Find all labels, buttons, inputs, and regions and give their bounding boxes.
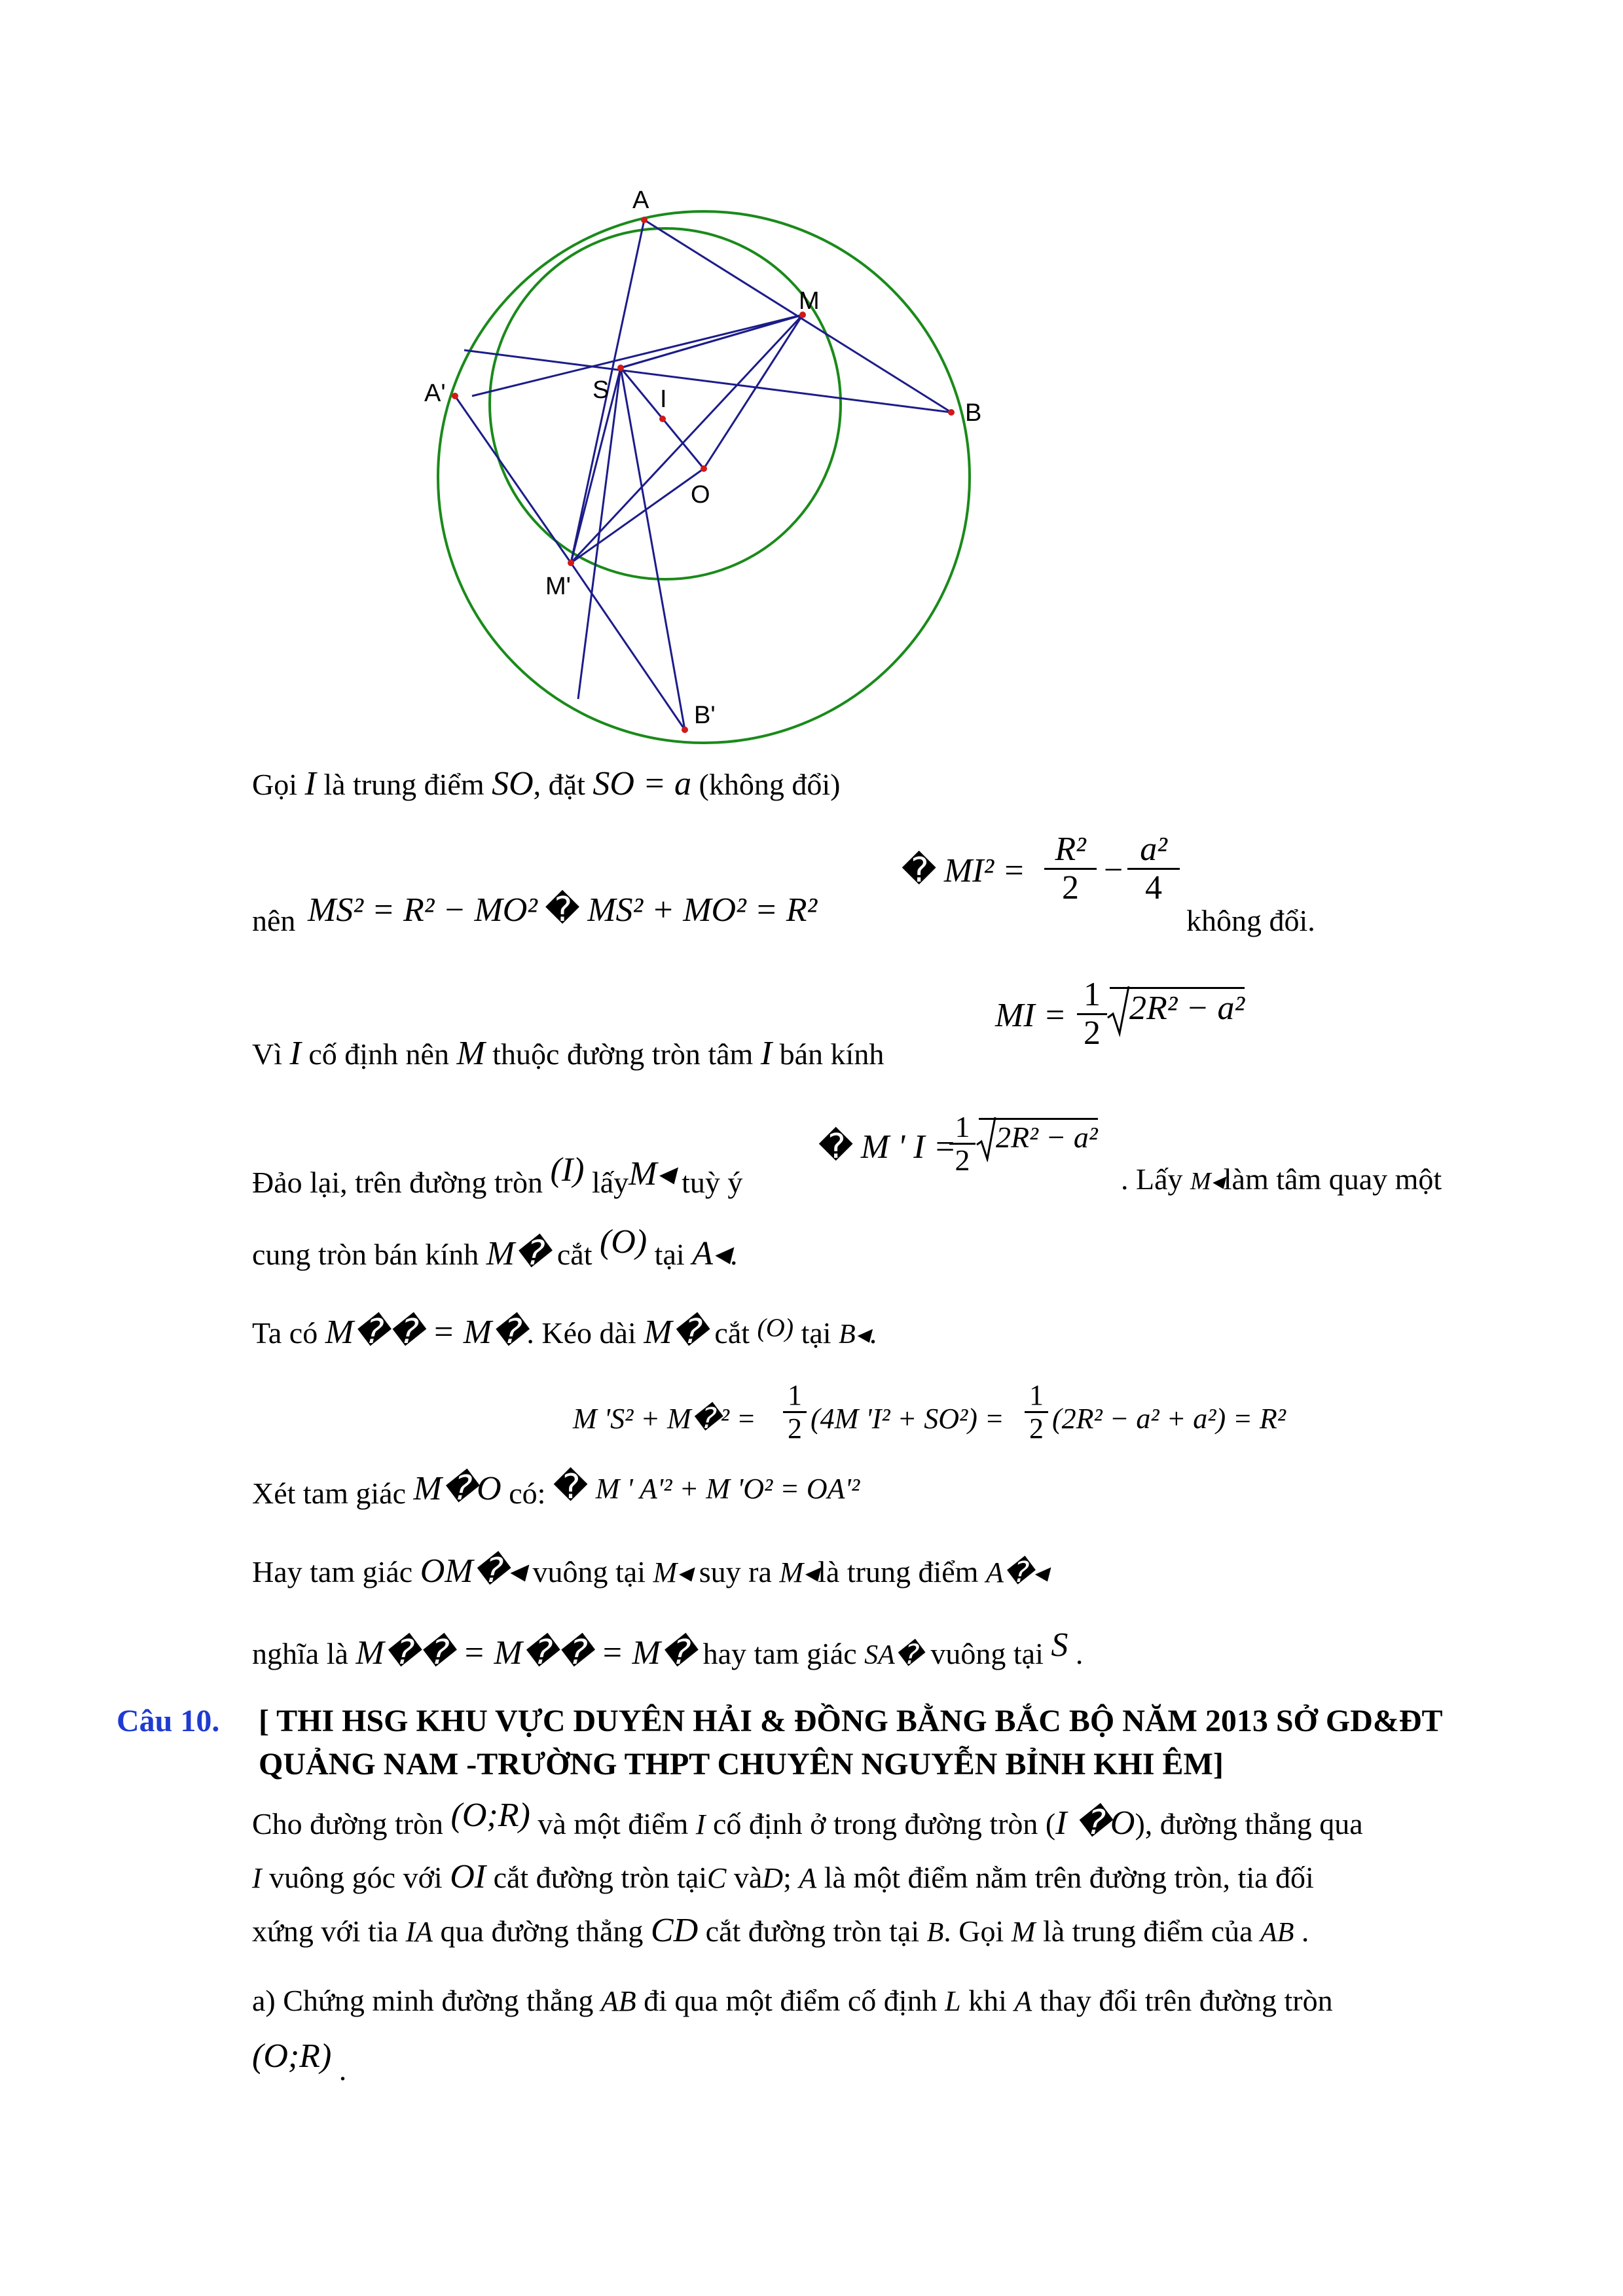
para-2-text: nên <box>252 904 296 937</box>
para-5: cung tròn bán kính M� cắt (O) tại A◂. <box>252 1223 738 1272</box>
para-7-mid: (4M 'I² + SO²) = <box>811 1403 1004 1435</box>
sqrt-1: 2R² − a² <box>1110 987 1245 1028</box>
para-1: Gọi I là trung điểm SO, đặt SO = a (không đổi) <box>252 765 841 802</box>
fraction-half-1: $\frac{1}{2}$ <box>1077 977 1107 1052</box>
label-A-prime: A' <box>424 380 446 407</box>
segments <box>455 220 951 730</box>
para-6: Ta có M�� = M�. Kéo dài M� cắt (O) tại B◂. <box>252 1313 877 1351</box>
para-2-mi: � MI² = <box>902 852 1026 889</box>
question-line-1: Cho đường tròn (O;R) và một điểm I cố định ở trong đường tròn (I �O), đường thẳng qua <box>252 1797 1363 1842</box>
sqrt-sign-1 <box>1106 985 1130 1037</box>
question-line-4: a) Chứng minh đường thẳng AB đi qua một điểm cố định L khi A thay đổi trên đường tròn <box>252 1984 1333 2017</box>
label-A: A <box>632 187 649 214</box>
fraction-R2-over-2: $\frac{\text{R²}}{2}$ <box>1044 831 1097 906</box>
fraction-a2-over-4: $\frac{\text{a²}}{4}$ <box>1127 831 1180 906</box>
para-9: Hay tam giác OM�◂ vuông tại M◂ suy ra M◂là trung điểm A�◂ <box>252 1552 1048 1590</box>
question-label: Câu 10. <box>117 1704 220 1738</box>
label-B-prime: B' <box>694 702 716 729</box>
fraction-half-3: $\frac{1}{2}$ <box>783 1380 807 1444</box>
para-10: nghĩa là M�� = M�� = M� hay tam giác SA� vuông tại S . <box>252 1626 1084 1672</box>
para-4-eq: � M ' I = <box>818 1128 957 1166</box>
para-2-eq: MS² = R² − MO² � MS² + MO² = R² <box>308 891 818 929</box>
question-line-3: xứng với tia IA qua đường thẳng CD cắt đường tròn tại B. Gọi M là trung điểm của AB . <box>252 1912 1309 1949</box>
fraction-half-4: $\frac{1}{2}$ <box>1025 1380 1048 1444</box>
para-8: Xét tam giác M�O có: � M ' A'² + M 'O² = OA'² <box>252 1469 860 1510</box>
minus-sign: − <box>1104 852 1123 889</box>
label-B: B <box>965 399 982 427</box>
label-I: I <box>660 386 667 413</box>
sqrt-2: 2R² − a² <box>979 1118 1098 1155</box>
label-S: S <box>593 376 610 404</box>
para-7-rhs: (2R² − a² + a²) = R² <box>1052 1403 1286 1435</box>
para-3: Vì I cố định nên M thuộc đường tròn tâm I bán kính <box>252 1035 884 1072</box>
fraction-half-2: $\frac{1}{2}$ <box>949 1111 976 1176</box>
para-3-mi: MI = <box>995 997 1067 1034</box>
para-4-end: . Lấy M◂làm tâm quay một <box>1121 1162 1442 1196</box>
label-M: M <box>799 287 820 315</box>
para-7-lhs: M 'S² + M�² = <box>573 1403 756 1435</box>
outer-circle <box>438 211 970 743</box>
question-line-2: I vuông góc với OI cắt đường tròn tạiC vàD; A là một điểm nằm trên đường tròn, tia đối <box>252 1858 1314 1895</box>
geometry-figure <box>393 177 982 753</box>
para-4: Đảo lại, trên đường tròn (I) lấyM◂ tuỳ ý <box>252 1151 743 1199</box>
question-title: [ THI HSG KHU VỰC DUYÊN HẢI & ĐỒNG BẰNG BẮC BỘ NĂM 2013 SỞ GD&ĐT QUẢNG NAM -TRƯỜNG THPT CHUYÊN NGUYỄN BỈNH KHI ÊM] <box>259 1704 1443 1782</box>
sqrt-sign-2 <box>976 1116 996 1162</box>
para-2-end: không đổi. <box>1186 904 1315 937</box>
label-O: O <box>691 481 710 509</box>
question-line-5: (O;R) . <box>252 2037 347 2087</box>
label-M-prime: M' <box>545 573 571 600</box>
